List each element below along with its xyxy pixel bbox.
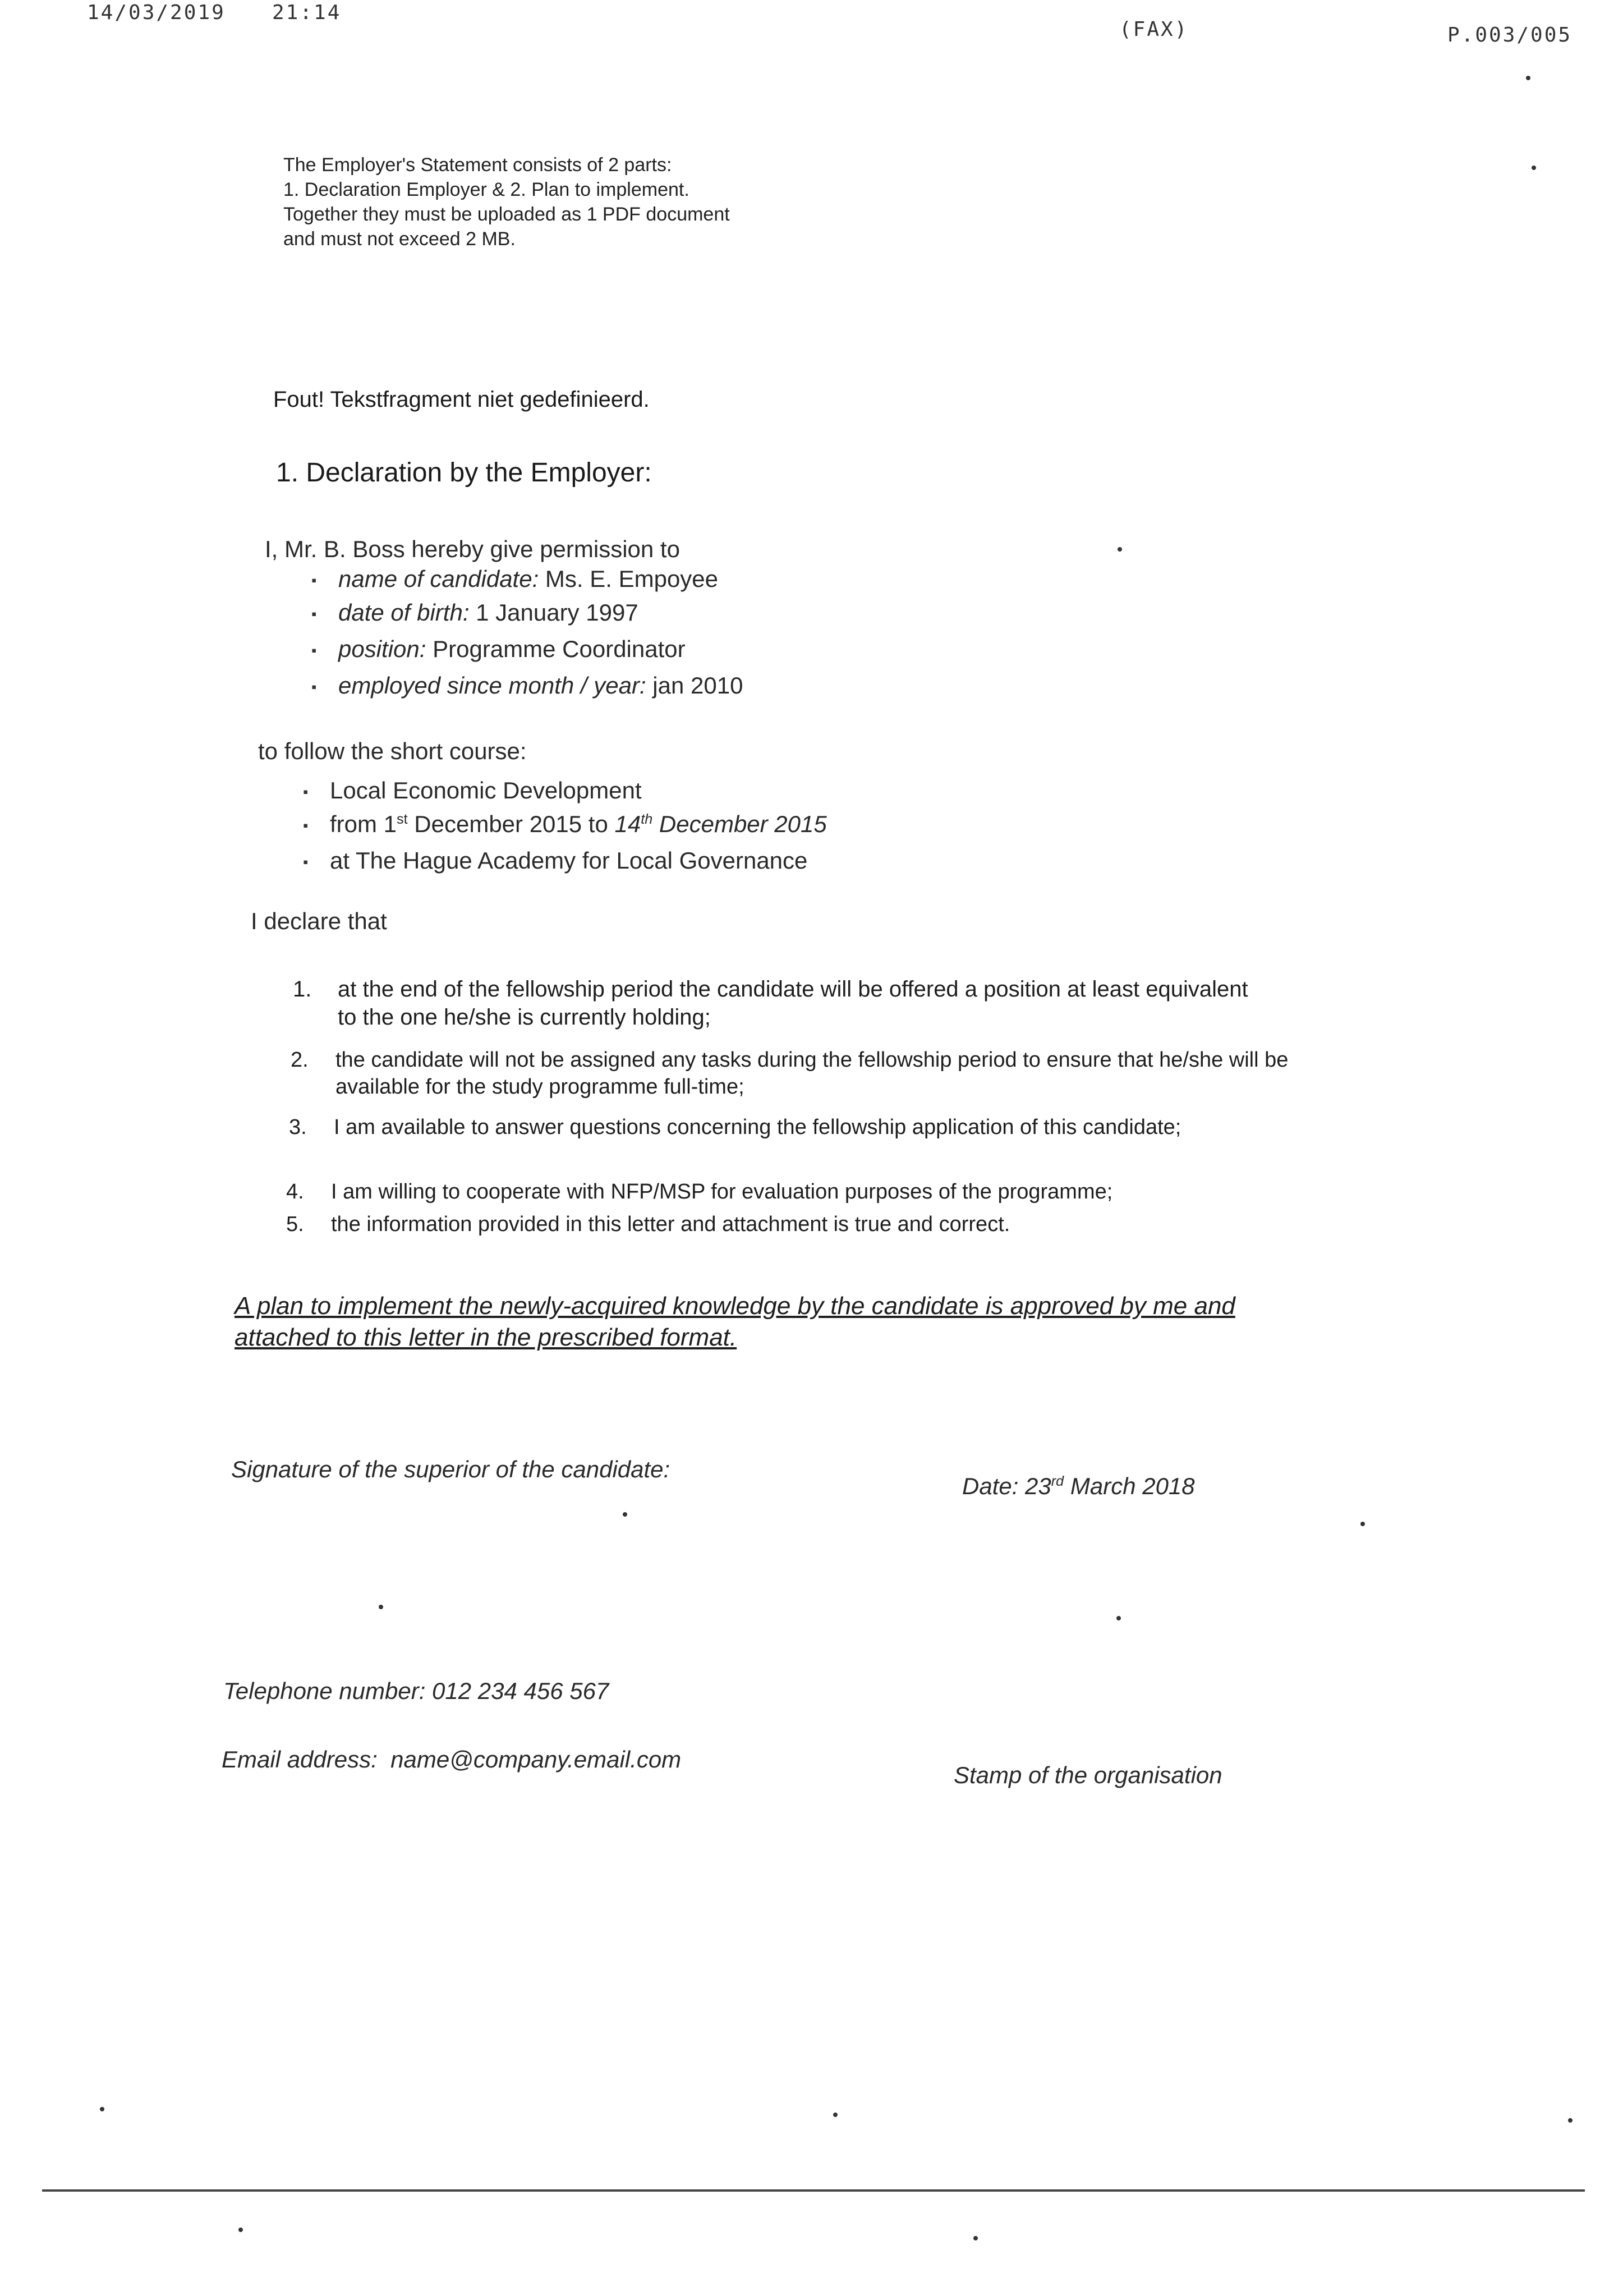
- bullet-icon: ▪: [303, 853, 309, 871]
- scan-speck: [1568, 2118, 1573, 2123]
- candidate-employed-item: ▪ employed since month / year: jan 2010: [311, 672, 743, 699]
- course-intro: to follow the short course:: [258, 738, 527, 764]
- fax-time: 21:14: [272, 1, 342, 24]
- telephone-number: Telephone number: 012 234 456 567: [223, 1678, 609, 1704]
- scan-speck: [1360, 1522, 1365, 1526]
- signature-label: Signature of the superior of the candidate:: [231, 1456, 670, 1482]
- scan-speck: [623, 1512, 627, 1517]
- declare-intro: I declare that: [251, 908, 387, 934]
- error-text: Fout! Tekstfragment niet gedefinieerd.: [273, 387, 650, 412]
- scan-speck: [238, 2228, 243, 2232]
- intro-line: The Employer's Statement consists of 2 parts:: [283, 154, 672, 176]
- scan-speck: [379, 1605, 383, 1609]
- bullet-icon: ▪: [311, 605, 317, 623]
- scan-speck: [1532, 166, 1536, 170]
- scan-speck: [1116, 1616, 1121, 1620]
- email-line: Email address: name@company.email.com: [222, 1746, 682, 1772]
- declaration-item: 2. the candidate will not be assigned any tasks during the fellowship period to ensure that he/she will be available for the study programme full-time;: [291, 1048, 1289, 1099]
- course-name-item: ▪ Local Economic Development: [303, 777, 642, 803]
- date-field: Date: 23rd March 2018: [962, 1473, 1195, 1499]
- declaration-item: 1. at the end of the fellowship period the candidate will be offered a position at least equivalent to the one he/she is currently holding;: [293, 977, 1248, 1030]
- fax-date: 14/03/2019: [87, 1, 226, 24]
- scan-speck: [1118, 547, 1122, 552]
- plan-statement: A plan to implement the newly-acquired knowledge by the candidate is approved by me and attached to this letter in the prescribed format.: [235, 1292, 1235, 1351]
- section-heading: 1. Declaration by the Employer:: [276, 458, 652, 488]
- intro-line: 1. Declaration Employer & 2. Plan to implement.: [283, 179, 689, 200]
- scan-speck: [833, 2113, 838, 2117]
- candidate-dob-item: ▪ date of birth: 1 January 1997: [311, 599, 638, 626]
- bullet-icon: ▪: [311, 678, 317, 696]
- bullet-icon: ▪: [303, 817, 309, 834]
- candidate-position-item: ▪ position: Programme Coordinator: [311, 636, 686, 662]
- bullet-icon: ▪: [311, 642, 317, 659]
- candidate-name-item: ▪ name of candidate: Ms. E. Empoyee: [311, 566, 719, 592]
- scan-speck: [100, 2107, 104, 2111]
- course-dates-item: ▪ from 1st December 2015 to 14th December 2015: [303, 811, 827, 837]
- bullet-icon: ▪: [303, 783, 309, 801]
- scan-speck: [1526, 76, 1530, 80]
- bullet-icon: ▪: [311, 572, 317, 589]
- bottom-rule: [42, 2189, 1585, 2192]
- permission-line: I, Mr. B. Boss hereby give permission to: [265, 536, 680, 562]
- declaration-item: 4. I am willing to cooperate with NFP/MSP for evaluation purposes of the programme;: [286, 1180, 1113, 1204]
- fax-label: (FAX): [1119, 18, 1189, 41]
- declaration-item: 3. I am available to answer questions concerning the fellowship application of this candidate;: [289, 1115, 1181, 1139]
- stamp-label: Stamp of the organisation: [954, 1762, 1222, 1788]
- course-location-item: ▪ at The Hague Academy for Local Governance: [303, 847, 808, 874]
- scan-speck: [973, 2236, 978, 2240]
- fax-page-number: P.003/005: [1447, 24, 1573, 47]
- declaration-item: 5. the information provided in this letter and attachment is true and correct.: [286, 1213, 1010, 1236]
- intro-line: Together they must be uploaded as 1 PDF document: [283, 204, 730, 225]
- intro-line: and must not exceed 2 MB.: [283, 228, 516, 250]
- intro-block: [283, 153, 730, 251]
